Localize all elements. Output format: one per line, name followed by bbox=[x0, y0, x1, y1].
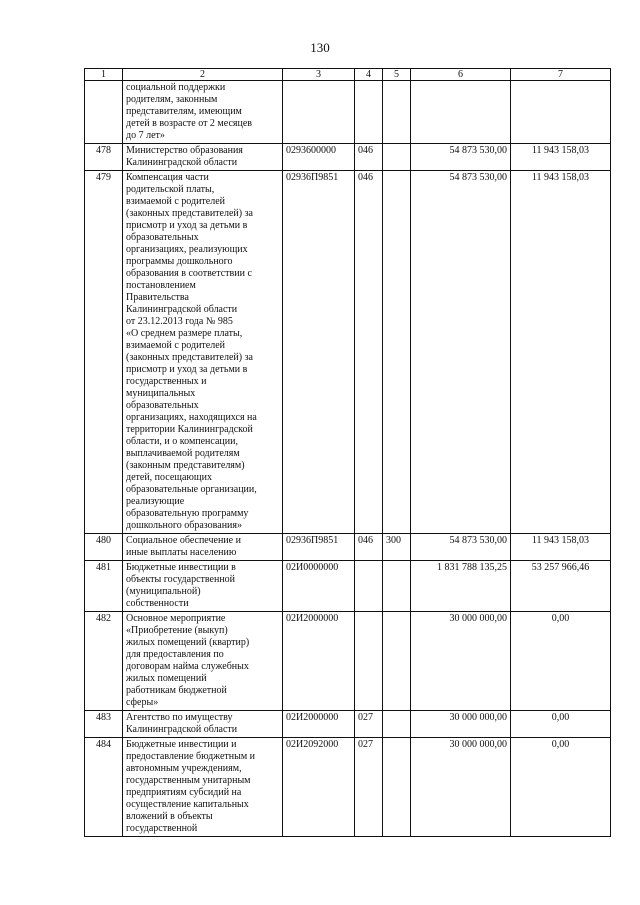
table-row bbox=[85, 171, 611, 534]
row-number: 478 bbox=[85, 144, 123, 171]
row-vr bbox=[383, 144, 411, 171]
col-header-1: 1 bbox=[85, 69, 123, 81]
table-row bbox=[85, 534, 611, 561]
row-ved: 046 bbox=[355, 144, 383, 171]
row-vr bbox=[383, 81, 411, 144]
row-name: Основное мероприятие «Приобретение (выкуп) жилых помещений (квартир) для предоставления по договорам найма служебных жилых помещений работникам бюджетной сферы» bbox=[123, 612, 283, 711]
row-name: Агентство по имуществу Калининградской области bbox=[123, 711, 283, 738]
row-sum2: 0,00 bbox=[511, 738, 611, 837]
row-vr bbox=[383, 612, 411, 711]
table-row bbox=[85, 612, 611, 711]
row-number bbox=[85, 81, 123, 144]
row-sum: 30 000 000,00 bbox=[411, 738, 511, 837]
row-vr bbox=[383, 561, 411, 612]
row-code: 02И2000000 bbox=[283, 711, 355, 738]
row-sum bbox=[411, 81, 511, 144]
table-row bbox=[85, 561, 611, 612]
row-name: Социальное обеспечение и иные выплаты населению bbox=[123, 534, 283, 561]
row-name: Бюджетные инвестиции и предоставление бюджетным и автономным учреждениям, государственным унитарным предприятиям субсидий на осуществление капитальных вложений в объекты государственной bbox=[123, 738, 283, 837]
row-code: 02936П9851 bbox=[283, 171, 355, 534]
row-ved bbox=[355, 561, 383, 612]
row-vr bbox=[383, 171, 411, 534]
row-code: 02И2000000 bbox=[283, 612, 355, 711]
col-header-5: 5 bbox=[383, 69, 411, 81]
row-ved: 046 bbox=[355, 534, 383, 561]
row-sum: 54 873 530,00 bbox=[411, 171, 511, 534]
page-number: 130 bbox=[310, 40, 330, 55]
col-header-6: 6 bbox=[411, 69, 511, 81]
row-sum2: 0,00 bbox=[511, 612, 611, 711]
row-sum: 54 873 530,00 bbox=[411, 144, 511, 171]
budget-table bbox=[84, 68, 611, 837]
table-row bbox=[85, 738, 611, 837]
row-number: 479 bbox=[85, 171, 123, 534]
row-sum: 30 000 000,00 bbox=[411, 711, 511, 738]
table-row bbox=[85, 81, 611, 144]
col-header-4: 4 bbox=[355, 69, 383, 81]
row-number: 484 bbox=[85, 738, 123, 837]
row-code: 0293600000 bbox=[283, 144, 355, 171]
row-ved bbox=[355, 612, 383, 711]
row-number: 480 bbox=[85, 534, 123, 561]
row-ved: 027 bbox=[355, 711, 383, 738]
col-header-2: 2 bbox=[123, 69, 283, 81]
row-code: 02И0000000 bbox=[283, 561, 355, 612]
row-code: 02И2092000 bbox=[283, 738, 355, 837]
row-ved bbox=[355, 81, 383, 144]
row-sum2: 53 257 966,46 bbox=[511, 561, 611, 612]
row-sum2 bbox=[511, 81, 611, 144]
row-name: Компенсация части родительской платы, взимаемой с родителей (законных представителей) за присмотр и уход за детьми в образовательных организациях, реализующих программы дошкольного образования в соответствии с постановлением Правительства Калининградской области от 23.12.2013 года № 985 «О среднем размере платы, взимаемой с родителей (законных представителей) за присмотр и уход за детьми в государственных и муниципальных образовательных организациях, находящихся на территории Калининградской области, и о компенсации, выплачиваемой родителям (законным представителям) детей, посещающих образовательные организации, реализующие образовательную программу дошкольного образования» bbox=[123, 171, 283, 534]
row-name: Министерство образования Калининградской области bbox=[123, 144, 283, 171]
row-number: 483 bbox=[85, 711, 123, 738]
table-row bbox=[85, 144, 611, 171]
row-ved: 027 bbox=[355, 738, 383, 837]
row-code: 02936П9851 bbox=[283, 534, 355, 561]
header-row bbox=[85, 69, 611, 81]
row-vr bbox=[383, 711, 411, 738]
row-sum: 30 000 000,00 bbox=[411, 612, 511, 711]
row-code bbox=[283, 81, 355, 144]
row-sum2: 11 943 158,03 bbox=[511, 171, 611, 534]
row-sum2: 0,00 bbox=[511, 711, 611, 738]
row-sum: 1 831 788 135,25 bbox=[411, 561, 511, 612]
table-row bbox=[85, 711, 611, 738]
col-header-3: 3 bbox=[283, 69, 355, 81]
row-number: 481 bbox=[85, 561, 123, 612]
row-name: Бюджетные инвестиции в объекты государственной (муниципальной) собственности bbox=[123, 561, 283, 612]
row-vr bbox=[383, 738, 411, 837]
row-sum2: 11 943 158,03 bbox=[511, 534, 611, 561]
row-ved: 046 bbox=[355, 171, 383, 534]
row-sum: 54 873 530,00 bbox=[411, 534, 511, 561]
row-vr: 300 bbox=[383, 534, 411, 561]
row-name: социальной поддержки родителям, законным представителям, имеющим детей в возрасте от 2 месяцев до 7 лет» bbox=[123, 81, 283, 144]
row-sum2: 11 943 158,03 bbox=[511, 144, 611, 171]
row-number: 482 bbox=[85, 612, 123, 711]
col-header-7: 7 bbox=[511, 69, 611, 81]
